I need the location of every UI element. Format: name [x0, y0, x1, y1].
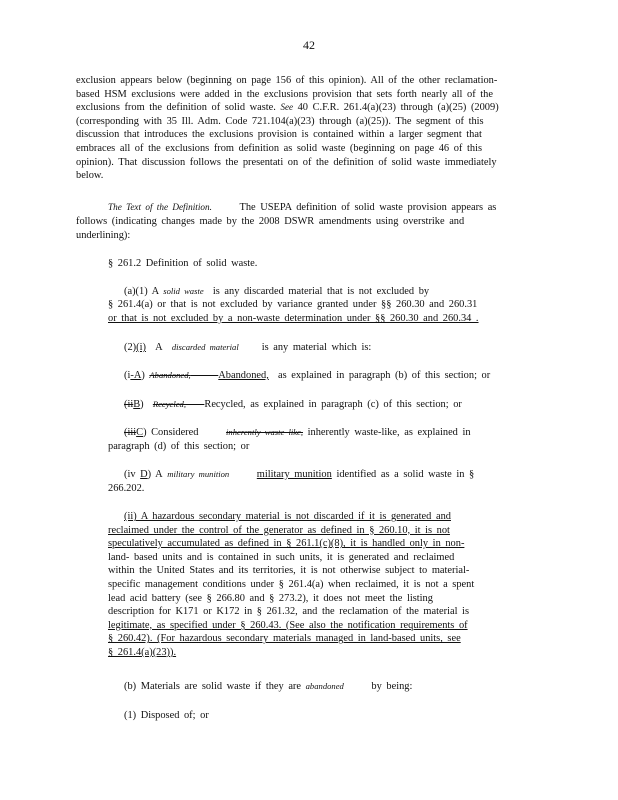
clause-b: (b) Materials are solid waste if they are abandoned by being: [124, 681, 413, 692]
text-line: description for K171 or K172 in § 261.32, and the reclamation of the material is [108, 606, 469, 618]
clause-iiiC: (iiiC) Considered inherently waste like, inherently waste-like, as explained in [124, 427, 471, 438]
clause-a1-line2: § 261.4(a) or that is not excluded by variance granted under §§ 260.30 and 260.31 [108, 299, 478, 310]
text-line: reclaimed under the control of the generator as defined in § 260.10, it is not [108, 524, 450, 536]
clause-a1: (a)(1) A solid waste is any discarded material that is not excluded by [124, 286, 430, 297]
clause-a2: (2)(i) A discarded material is any material which is: [124, 342, 372, 353]
text-line: (ii) A hazardous secondary material is not discarded if it is generated and [124, 511, 451, 522]
text-line: (corresponding with 35 Ill. Adm. Code 721.104(a)(23) through (a)(25)). The segment of this [76, 115, 484, 127]
regulation-section-title: § 261.2 Definition of solid waste. [108, 258, 258, 269]
clause-ivD-line2: 266.202. [108, 483, 145, 494]
text-line: The Text of the Definition. The USEPA definition of solid waste provision appears as [108, 202, 497, 213]
page-number: 42 [303, 38, 315, 52]
text-line: below. [76, 170, 104, 182]
section-heading: The Text of the Definition. [108, 202, 212, 212]
paragraph-intro [76, 74, 526, 183]
text-line: land- based units and is contained in such units, it is generated and reclaimed [108, 551, 455, 563]
clause-iiiC-line2: paragraph (d) of this section; or [108, 441, 250, 452]
text-line: § 261.4(a)(23)). [108, 646, 177, 658]
text-line: speculatively accumulated as defined in § 261.1(c)(8), it is handled only in non- [108, 538, 465, 550]
clause-ii-inserted [108, 510, 508, 660]
clause-iiB: (iiB) Recycled, Recycled, as explained in paragraph (c) of this section; or [124, 399, 462, 410]
see-signal: See [280, 102, 293, 113]
clause-b1: (1) Disposed of; or [124, 710, 209, 721]
text-line: exclusion appears below (beginning on page 156 of this opinion). All of the other reclamation- [76, 75, 498, 86]
clause-a1-line3-inserted: or that is not excluded by a non-waste determination under §§ 260.30 and 260.34 . [108, 313, 479, 324]
text-line: exclusions from the definition of solid waste. See 40 C.F.R. 261.4(a)(23) through (a)(25) (2009) [76, 102, 499, 114]
text-line: specific management conditions under § 261.4(a) when reclaimed, it is not a spent [108, 578, 475, 590]
paragraph-definition-text [108, 201, 528, 215]
paragraph-definition-cont [76, 215, 526, 242]
text-line: § 260.42). (For hazardous secondary materials managed in land-based units, see [108, 633, 461, 645]
text-line: discussion that introduces the exclusions provision is contained within a larger segment that [76, 129, 482, 141]
text-line: within the United States and its territories, it is not otherwise subject to material- [108, 565, 470, 577]
text-line: underlining): [76, 229, 131, 241]
text-line: follows (indicating changes made by the 2008 DSWR amendments using overstrike and [76, 216, 465, 227]
text-line: lead acid battery (see § 266.80 and § 273.2), it does not meet the listing [108, 592, 433, 604]
clause-ivD: (iv D) A military munition military munition identified as a solid waste in § [124, 469, 475, 480]
text-line: opinion). That discussion follows the presentati on of the definition of solid waste immediately [76, 156, 497, 168]
clause-iA: (i-A) Abandoned, Abandoned, as explained in paragraph (b) of this section; or [124, 370, 491, 381]
text-line: legitimate, as specified under § 260.43. (See also the notification requirements of [108, 619, 468, 631]
text-line: embraces all of the exclusions from definition as solid waste (beginning on page 46 of this [76, 142, 482, 154]
text-line: based HSM exclusions were added in the exclusions provision that sets forth nearly all of the [76, 88, 493, 100]
